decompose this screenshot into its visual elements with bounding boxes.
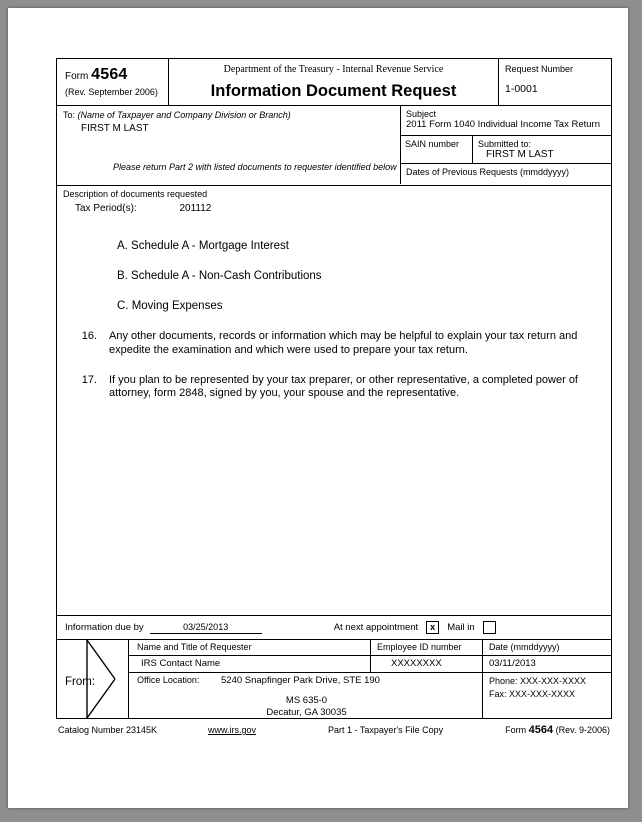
office-location-cell bbox=[129, 673, 483, 718]
footer-form-label: Form bbox=[505, 725, 527, 735]
previous-requests-label: Dates of Previous Requests (mmddyyyy) bbox=[406, 167, 570, 177]
office-address-line3: Decatur, GA 30035 bbox=[266, 707, 347, 718]
item-text: Any other documents, records or information which may be helpful to explain your tax return and expedite the examination and which were used to prepare your tax return. bbox=[109, 330, 578, 356]
employee-id-label: Employee ID number bbox=[371, 640, 483, 655]
requester-name-label: Name and Title of Requester bbox=[129, 640, 371, 655]
list-item bbox=[63, 374, 605, 402]
information-due-row bbox=[56, 615, 612, 639]
list-item bbox=[63, 330, 605, 358]
from-block bbox=[56, 639, 612, 719]
document-page bbox=[8, 8, 628, 808]
sain-cell bbox=[401, 136, 473, 163]
list-item: C. Moving Expenses bbox=[117, 300, 223, 312]
sain-label: SAIN number bbox=[405, 139, 460, 149]
information-due-value[interactable]: 03/25/2013 bbox=[150, 622, 262, 634]
information-due-label: Information due by bbox=[65, 622, 144, 633]
from-address-row bbox=[129, 673, 611, 718]
item-number: 17. bbox=[81, 373, 97, 386]
subject-column bbox=[401, 106, 611, 185]
item-text: If you plan to be represented by your tax preparer, or other representative, a completed power of attorney, form 2848, signed by you, your spouse and the representative. bbox=[109, 373, 578, 400]
tax-period-row bbox=[75, 203, 605, 214]
form-revision: (Rev. September 2006) bbox=[65, 87, 158, 97]
description-block bbox=[56, 185, 612, 615]
from-value-row bbox=[129, 656, 611, 673]
department-line: Department of the Treasury - Internal Revenue Service bbox=[223, 64, 444, 75]
employee-id-value: XXXXXXXX bbox=[391, 658, 442, 670]
tax-period-value: 201112 bbox=[179, 203, 212, 214]
fax-value: Fax: XXX-XXX-XXXX bbox=[489, 689, 576, 700]
from-details bbox=[129, 640, 611, 718]
at-next-appointment-label: At next appointment bbox=[333, 622, 419, 633]
form-number-line bbox=[65, 66, 162, 84]
contact-cell bbox=[483, 673, 611, 718]
requested-items-list bbox=[63, 240, 605, 401]
from-header-row bbox=[129, 640, 611, 656]
footer-form-rev: (Rev. 9-2006) bbox=[555, 725, 610, 735]
submitted-to-value: FIRST M LAST bbox=[486, 149, 554, 160]
form-4564 bbox=[56, 58, 612, 736]
list-item: B. Schedule A - Non-Cash Contributions bbox=[117, 270, 322, 282]
request-number-label: Request Number bbox=[505, 64, 574, 74]
to-label-italic: (Name of Taxpayer and Company Division or Branch) bbox=[77, 110, 291, 120]
to-label: To: bbox=[63, 110, 76, 120]
description-label: Description of documents requested bbox=[63, 189, 208, 199]
to-label-row bbox=[63, 110, 394, 120]
requester-name-value: IRS Contact Name bbox=[141, 658, 221, 670]
footer-form-number: 4564 bbox=[528, 724, 554, 736]
list-item: A. Schedule A - Mortgage Interest bbox=[117, 240, 289, 252]
phone-value: Phone: XXX-XXX-XXXX bbox=[489, 676, 587, 686]
to-cell bbox=[57, 106, 401, 184]
form-header bbox=[56, 58, 612, 105]
mail-in-checkbox[interactable] bbox=[483, 621, 496, 634]
item-number: 16. bbox=[81, 330, 97, 342]
form-title-cell bbox=[169, 59, 499, 105]
submitted-to-label: Submitted to: bbox=[478, 139, 532, 149]
submitted-to-cell bbox=[473, 136, 611, 163]
at-next-appointment-checkbox[interactable]: x bbox=[426, 621, 439, 634]
date-label: Date (mmddyyyy) bbox=[489, 642, 560, 652]
tax-period-label: Tax Period(s): bbox=[75, 203, 137, 214]
form-number: 4564 bbox=[91, 66, 128, 83]
request-number-value: 1-0001 bbox=[505, 83, 538, 95]
form-title: Information Document Request bbox=[210, 82, 457, 100]
form-number-cell bbox=[57, 59, 169, 105]
footer-form-info bbox=[505, 724, 610, 736]
subject-cell bbox=[401, 106, 611, 136]
subject-value: 2011 Form 1040 Individual Income Tax Return bbox=[406, 119, 600, 130]
from-label: From: bbox=[65, 676, 96, 688]
office-address-line2: MS 635-0 bbox=[285, 695, 328, 706]
to-subject-band bbox=[56, 105, 612, 185]
office-location-label: Office Location: bbox=[137, 675, 200, 685]
subject-label: Subject bbox=[406, 109, 437, 119]
form-label: Form bbox=[65, 71, 89, 82]
sain-submitted-row bbox=[401, 136, 611, 164]
taxpayer-name: FIRST M LAST bbox=[81, 123, 149, 134]
part-copy-label: Part 1 - Taxpayer's File Copy bbox=[328, 725, 444, 735]
please-return-note: Please return Part 2 with listed documents to requester identified below bbox=[113, 162, 397, 172]
form-footer bbox=[56, 724, 612, 736]
irs-website-link[interactable]: www.irs.gov bbox=[208, 725, 257, 735]
office-address-line1: 5240 Snapfinger Park Drive, STE 190 bbox=[221, 675, 380, 686]
request-number-cell bbox=[499, 59, 611, 105]
catalog-number: Catalog Number 23145K bbox=[58, 725, 158, 735]
date-value: 03/11/2013 bbox=[489, 658, 536, 670]
mail-in-label: Mail in bbox=[447, 622, 475, 633]
previous-requests-cell bbox=[401, 164, 611, 185]
from-cell bbox=[57, 640, 129, 718]
